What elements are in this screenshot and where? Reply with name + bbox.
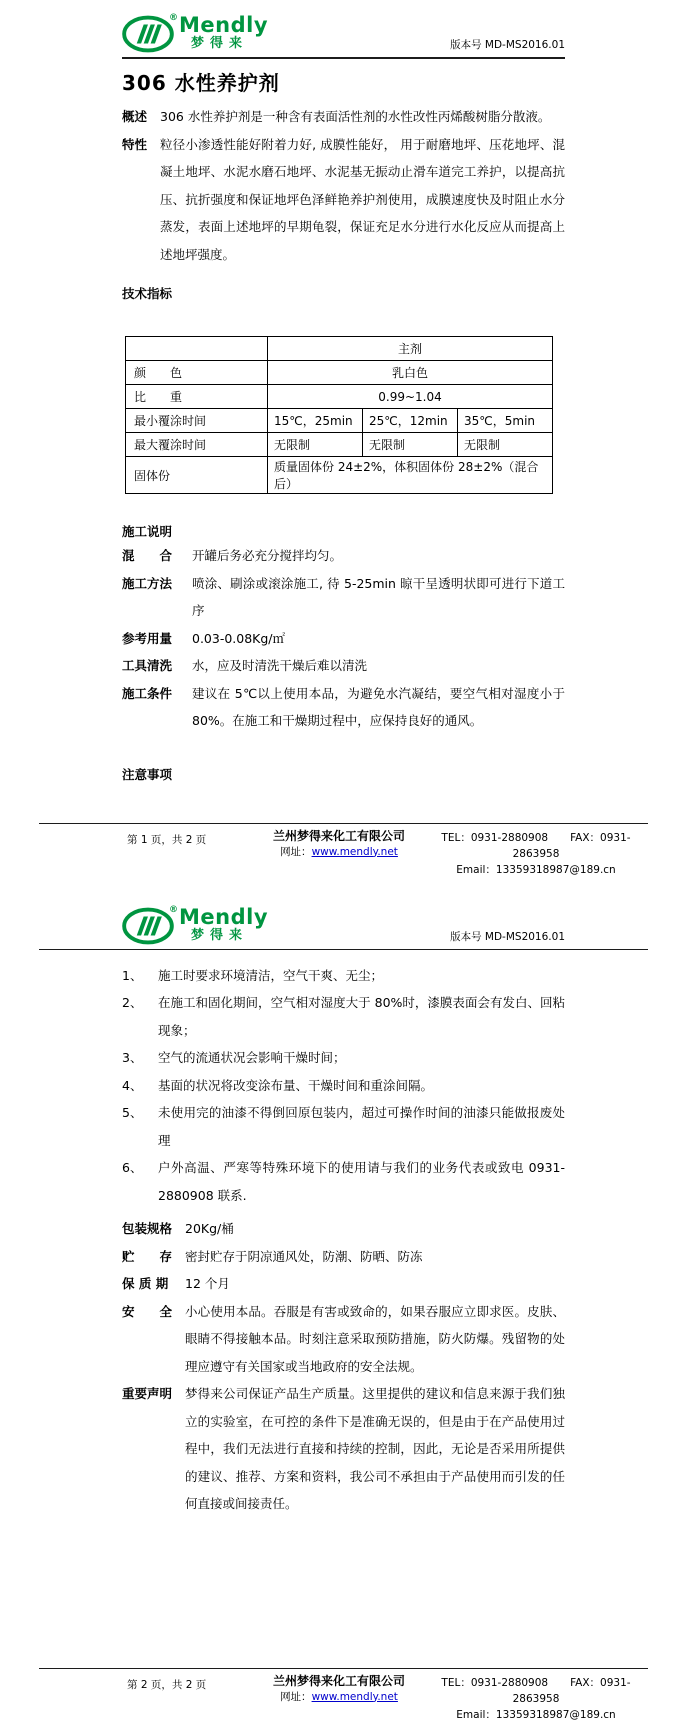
fax-number: FAX：0931-2863958 — [512, 831, 631, 860]
page-2 — [0, 906, 687, 1723]
construction-item-cleaning — [122, 652, 565, 680]
info-text: 梦得来公司保证产品生产质量。这里提供的建议和信息来源于我们独立的实验室，在可控的条件下是准确无误的，但是由于在产品使用过程中，我们无法进行直接和持续的控制，因此，无论是否采用所提供的建议、推荐、方案和资料，我公司不承担由于产品使用而引发的任何直接或间接责任。 — [185, 1386, 565, 1511]
page2-header — [122, 906, 565, 946]
max-recoat-35c-cell: 无限制 — [458, 433, 553, 457]
construction-text: 水，应及时清洗干燥后难以清洗 — [192, 658, 368, 673]
features-label: 特性 — [122, 136, 148, 152]
note-text: 户外高温、严寒等特殊环境下的使用请与我们的业务代表或致电 0931-2880908 联系. — [158, 1160, 565, 1203]
note-text: 施工时要求环境清洁，空气干爽、无尘； — [158, 967, 384, 983]
overview-row — [122, 103, 565, 131]
registered-mark: ® — [169, 904, 178, 915]
info-label: 保 质 期 — [122, 1276, 169, 1291]
note-item-2 — [122, 989, 565, 1044]
construction-text: 0.03-0.08Kg/㎡ — [192, 630, 286, 646]
page2-page-info: 第 2 页，共 2 页 — [127, 1678, 207, 1691]
max-recoat-label-cell: 最大覆涂时间 — [126, 433, 268, 457]
color-value-cell: 乳白色 — [268, 361, 553, 385]
overview-text: 306 水性养护剂是一种含有表面活性剂的水性改性丙烯酸树脂分散液。 — [160, 109, 551, 124]
note-item-4 — [122, 1072, 565, 1100]
construction-item-dosage — [122, 625, 565, 653]
notes-heading: 注意事项 — [122, 766, 173, 782]
empty-cell — [126, 337, 268, 361]
max-recoat-15c-cell: 无限制 — [268, 433, 363, 457]
table-row-color — [126, 361, 553, 385]
email-line: Email：13359318987@189.cn — [456, 863, 616, 876]
color-label-cell: 颜 色 — [126, 361, 268, 385]
company-name: 兰州梦得来化工有限公司 — [272, 828, 405, 843]
info-item-disclaimer — [122, 1380, 565, 1518]
info-label: 安 全 — [122, 1303, 173, 1319]
construction-text: 喷涂、刷涂或滚涂施工, 待 5-25min 晾干呈透明状即可进行下道工序 — [192, 575, 565, 618]
gravity-value-cell: 0.99~1.04 — [268, 385, 553, 409]
note-text: 未使用完的油漆不得倒回原包装内，超过可操作时间的油漆只能做报废处理 — [158, 1105, 565, 1148]
info-item-safety — [122, 1298, 565, 1381]
info-item-shelf-life — [122, 1270, 565, 1298]
website-label: 网址： — [280, 1690, 312, 1703]
overview-label: 概述 — [122, 109, 148, 124]
construction-label: 工具清洗 — [122, 658, 173, 673]
construction-item-conditions — [122, 680, 565, 735]
website-link[interactable]: www.mendly.net — [311, 1690, 398, 1703]
gravity-label-cell: 比 重 — [126, 385, 268, 409]
tel-fax-line — [424, 1675, 648, 1707]
page2-footer-company-block — [254, 1673, 424, 1705]
tel-number: TEL：0931-2880908 — [441, 831, 549, 844]
table-row-max-recoat — [126, 433, 553, 457]
construction-item-mixing — [122, 542, 565, 570]
construction-text: 开罐后务必充分搅拌均匀。 — [192, 548, 343, 563]
note-item-6 — [122, 1154, 565, 1209]
min-recoat-15c-cell: 15℃，25min — [268, 409, 363, 433]
construction-label: 施工方法 — [122, 575, 173, 591]
table-row-header — [126, 337, 553, 361]
min-recoat-35c-cell: 35℃，5min — [458, 409, 553, 433]
page1-footer-contact-block — [424, 828, 648, 878]
logo-wordmark — [179, 906, 268, 943]
website-label: 网址： — [280, 845, 312, 858]
mendly-logo — [122, 14, 268, 54]
page-1 — [0, 14, 687, 878]
website-line — [254, 1689, 424, 1705]
tel-number: TEL：0931-2880908 — [441, 1676, 549, 1689]
brand-name-cn: 梦得来 — [191, 36, 249, 51]
construction-label: 参考用量 — [122, 630, 173, 646]
version-number: 版本号 MD-MS2016.01 — [450, 930, 565, 943]
construction-item-method — [122, 570, 565, 625]
page2-footer — [39, 1668, 648, 1723]
info-text: 12 个月 — [185, 1276, 230, 1291]
mendly-logo — [122, 906, 268, 946]
table-row-min-recoat — [126, 409, 553, 433]
brand-name-cn: 梦得来 — [191, 927, 249, 943]
page2-footer-contact-block — [424, 1673, 648, 1723]
registered-mark: ® — [169, 13, 178, 23]
solids-value-cell: 质量固体份 24±2%，体积固体份 28±2%（混合后） — [268, 457, 553, 494]
info-label: 贮 存 — [122, 1248, 173, 1264]
logo-wordmark — [179, 14, 268, 51]
info-text: 20Kg/桶 — [185, 1221, 234, 1236]
page1-footer-company-block — [254, 828, 424, 860]
info-text: 密封贮存于阴凉通风处，防潮、防晒、防冻 — [185, 1248, 423, 1264]
note-number: 4、 — [122, 1077, 143, 1093]
mendly-emblem-icon — [122, 906, 174, 946]
tech-spec-table — [125, 336, 553, 494]
note-number: 3、 — [122, 1050, 143, 1065]
info-item-packaging — [122, 1215, 565, 1243]
info-label: 重要声明 — [122, 1386, 173, 1401]
website-line — [254, 844, 424, 860]
features-row — [122, 131, 565, 269]
note-number: 6、 — [122, 1160, 143, 1175]
info-text: 小心使用本品。吞服是有害或致命的，如果吞服应立即求医。皮肤、眼睛不得接触本品。时刻注意采取预防措施，防火防爆。残留物的处理应遵守有关国家或当地政府的安全法规。 — [185, 1303, 565, 1374]
brand-name-en: Mendly — [179, 904, 269, 929]
tel-fax-line — [424, 830, 648, 862]
page1-footer — [39, 823, 648, 878]
page-title: 306 水性养护剂 — [122, 71, 280, 95]
table-row-gravity — [126, 385, 553, 409]
note-text: 基面的状况将改变涂布量、干燥时间和重涂间隔。 — [158, 1077, 434, 1093]
solids-label-cell: 固体份 — [126, 457, 268, 494]
note-item-3 — [122, 1044, 565, 1072]
mendly-emblem-icon — [122, 14, 174, 54]
construction-label: 施工条件 — [122, 685, 173, 701]
note-number: 1、 — [122, 967, 143, 983]
table-row-solids — [126, 457, 553, 494]
note-number: 5、 — [122, 1105, 143, 1120]
min-recoat-25c-cell: 25℃，12min — [363, 409, 458, 433]
page1-page-info: 第 1 页，共 2 页 — [127, 833, 207, 846]
note-item-5 — [122, 1099, 565, 1154]
note-text: 空气的流通状况会影响干燥时间； — [158, 1050, 346, 1065]
fax-number: FAX：0931-2863958 — [512, 1676, 631, 1705]
note-item-1 — [122, 962, 565, 990]
brand-name-en: Mendly — [179, 13, 269, 37]
version-number: 版本号 MD-MS2016.01 — [450, 39, 565, 51]
website-link[interactable]: www.mendly.net — [311, 845, 398, 858]
construction-heading: 施工说明 — [122, 524, 173, 539]
features-text: 粒径小渗透性能好附着力好, 成膜性能好， 用于耐磨地坪、压花地坪、混凝土地坪、水泥水磨石地坪、水泥基无振动止滑车道完工养护，以提高抗压、抗折强度和保证地坪色泽鲜艳养护剂使用，成膜速度快及时阻止水分蒸发，表面上述地坪的早期龟裂，保证充足水分进行水化反应从而提高上述地坪强度。 — [160, 136, 565, 262]
construction-text: 建议在 5℃以上使用本品，为避免水汽凝结，要空气相对湿度小于 80%。在施工和干燥期过程中，应保持良好的通风。 — [192, 685, 565, 728]
page1-header — [122, 14, 565, 54]
info-item-storage — [122, 1243, 565, 1271]
company-name: 兰州梦得来化工有限公司 — [272, 1673, 405, 1688]
min-recoat-label-cell: 最小覆涂时间 — [126, 409, 268, 433]
tech-indicators-heading: 技术指标 — [122, 286, 173, 301]
construction-label: 混 合 — [122, 548, 173, 563]
max-recoat-25c-cell: 无限制 — [363, 433, 458, 457]
note-number: 2、 — [122, 995, 143, 1010]
note-text: 在施工和固化期间，空气相对湿度大于 80%时，漆膜表面会有发白、回粘现象； — [158, 995, 565, 1038]
main-agent-header-cell: 主剂 — [268, 337, 553, 361]
email-line: Email：13359318987@189.cn — [456, 1708, 616, 1721]
info-label: 包装规格 — [122, 1221, 173, 1236]
header-divider — [122, 57, 565, 59]
